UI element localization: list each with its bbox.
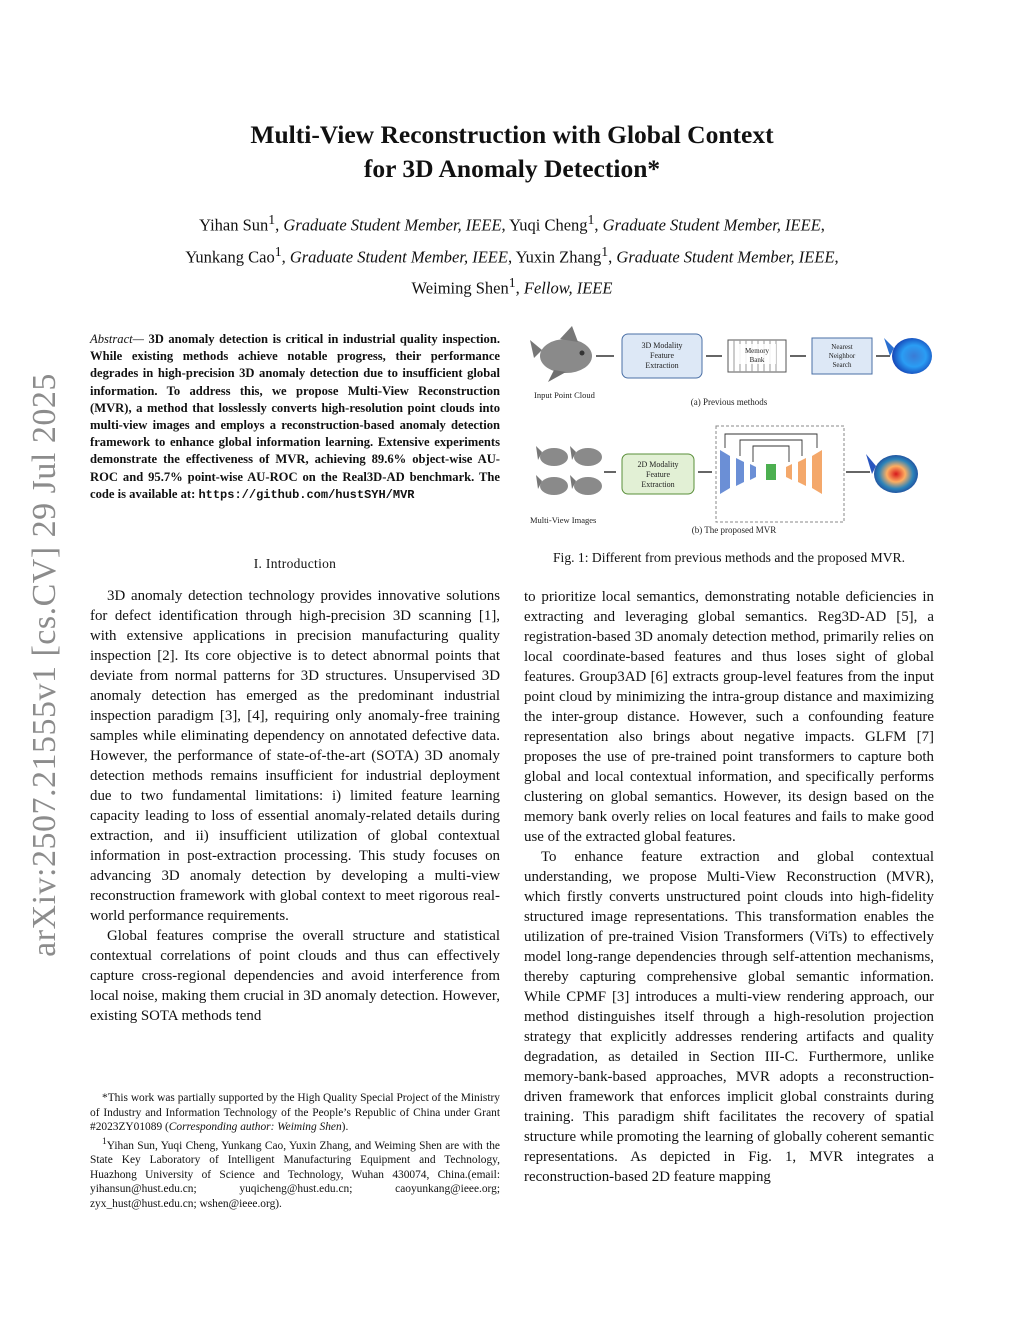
multi-view-label: Multi-View Images <box>530 515 597 525</box>
affiliation-mark: 1 <box>268 212 276 227</box>
section-heading: I. Introduction <box>253 556 337 571</box>
author-name: Yuqi Cheng <box>509 215 588 235</box>
box-3d-line-3: Extraction <box>645 361 679 370</box>
abstract-dash: — <box>132 332 144 346</box>
box-3d-line-2: Feature <box>650 351 674 360</box>
abstract-label: Abstract <box>90 332 133 346</box>
footnote-mark: 1 <box>102 1136 107 1147</box>
right-paragraph-1: to prioritize local semantics, demonstrating notable deficiencies in extracting and leveraging global semantics. Reg3D-AD [5], a registration-based 3D anomaly detection method, primarily relies on local coordinate-based features and thus loses sight of global features. Group3AD [6] extracts group-level features from the input point cloud by minimizing the intra-group distance and maximizing the inter-group distance. However, such a confounding feature representation also brings about negative impacts. GLFM [7] proposes the use of pre-trained point transformers to capture both global and local contextual information, and specifically performs clustering on global semantics. However, its design based on the memory bank overly relies on local features and fails to make good use of the extracted global features. <box>524 589 934 845</box>
figure-1-diagram <box>524 320 934 540</box>
nearest-line-1: Nearest <box>831 343 853 351</box>
author-role: Graduate Student Member, IEEE <box>602 215 821 235</box>
funding-footnote: *This work was partially supported by the High Quality Special Project of the Ministry of Industry and Information Technology of the People’s Republic of China under Grant #2023ZY01089 (Corresponding author: Weiming Shen). <box>90 1092 500 1134</box>
box-3d-line-1: 3D Modality <box>641 341 683 350</box>
box-2d-line-3: Extraction <box>641 480 675 489</box>
abstract <box>90 331 500 504</box>
arxiv-identifier <box>22 373 68 957</box>
subcaption-b: (b) The proposed MVR <box>691 525 777 535</box>
nearest-line-2: Neighbor <box>828 352 856 360</box>
author-name: Yuxin Zhang <box>515 247 602 266</box>
author-role: Graduate Student Member, IEEE <box>616 247 835 266</box>
anomaly-map-a <box>884 338 932 374</box>
anomaly-map-b <box>866 454 918 493</box>
reconstruction-network <box>716 426 844 522</box>
author-name: Yihan Sun <box>199 215 269 235</box>
footnotes <box>90 1091 500 1212</box>
author-line-2: Yunkang Cao$^1$, Graduate Student Member, IEEE, Yuxin Zhang$^1$, Graduate Student Member, IEEE, <box>185 243 839 266</box>
paper-title <box>100 118 924 186</box>
right-paragraph-2: To enhance feature extraction and global contextual understanding, we propose Multi-View Reconstruction (MVR), which firstly converts unstructured point clouds into high-fidelity structured image representations. This transformation enables the utilization of pre-trained Vision Transformers (ViTs) to effectively model long-range dependencies through self-attention mechanisms, thereby capturing comprehensive global semantic information. While CPMF [3] introduces a multi-view rendering approach, our method distinguishes itself through a high-resolution projection strategy that explicitly addresses rendering artifacts and quality degradation, as detailed in Section III-C. Furthermore, unlike memory-bank-based approaches, MVR adopts a reconstruction-driven framework that enforces implicit global constraints during training. This paradigm shift facilitates the recovery of spatial structure while promoting the learning of globally coherent semantic representations. As depicted in Fig. 1, MVR integrates a reconstruction-based 2D feature mapping <box>524 849 934 1185</box>
intro-paragraph-2: Global features comprise the overall structure and statistical contextual correlations of point clouds and thus can effectively capture cross-regional dependencies and avoid interference from local noise, making them crucial in 3D anomaly detection. However, existing SOTA methods tend <box>90 928 500 1024</box>
figure-caption: Fig. 1: Different from previous methods and the proposed MVR. <box>552 550 905 565</box>
figure-1 <box>524 320 934 540</box>
author-role: Graduate Student Member, IEEE <box>283 215 502 235</box>
affiliation-mark: 1 <box>601 243 609 259</box>
box-2d-line-2: Feature <box>646 470 670 479</box>
intro-paragraph-1: 3D anomaly detection technology provides innovative solutions for defect identification through high-precision 3D scanning [1], with extensive applications in precision manufacturing quality inspection [2]. Its core objective is to detect abnormal points that deviate from normal patterns for 3D structures. Unsupervised 3D anomaly detection has emerged as the predominant industrial inspection paradigm [3], [4], requiring only anomaly-free training samples while eliminating dependency on annotated defective data. However, the performance of state-of-the-art (SOTA) 3D anomaly detection methods remains insufficient for industrial deployment due to two fundamental limitations: i) limited feature learning capacity leading to loss of essential anomaly-related details during extraction, and ii) insufficient utilization of global contextual information in post-extraction processing. This study focuses on advancing 3D anomaly detection by developing a multi-view reconstruction framework with global context to meet rigorous real-world performance requirements. <box>90 588 500 924</box>
multi-view-images <box>536 446 602 495</box>
box-2d-line-1: 2D Modality <box>637 460 679 469</box>
memory-bank-line-2: Bank <box>749 356 765 364</box>
affiliation-mark: 1 <box>508 275 516 290</box>
author-name: Weiming Shen <box>411 278 509 298</box>
title-line-2: for 3D Anomaly Detection* <box>363 154 661 183</box>
author-list <box>90 207 934 302</box>
affiliation-footnote: $^1$Yihan Sun, Yuqi Cheng, Yunkang Cao, Yuxin Zhang, and Weiming Shen are with the State Key Laboratory of Intelligent Manufacturing Equipment and Technology, Huazhong University of Science and Technology, Wuhan 430074, China.(email: yihansun@hust.edu.cn; yuqicheng@hust.edu.cn; caoyunkang@ieee.org; zyx_hust@hust.edu.cn; wshen@ieee.org). <box>90 1136 500 1210</box>
code-url-link[interactable]: https://github.com/hustSYH/MVR <box>198 487 415 502</box>
author-role: Fellow, IEEE <box>523 278 613 298</box>
left-column <box>90 586 500 1026</box>
affiliation-mark: 1 <box>587 212 595 227</box>
affiliation-mark: 1 <box>274 243 282 259</box>
input-label: Input Point Cloud <box>534 390 595 400</box>
right-column <box>524 587 934 1187</box>
nearest-line-3: Search <box>832 361 852 369</box>
author-line-3: Weiming Shen$^1$, Fellow, IEEE <box>411 275 613 298</box>
memory-bank-line-1: Memory <box>744 347 770 355</box>
title-line-1: Multi-View Reconstruction with Global Context <box>250 120 774 149</box>
author-role: Graduate Student Member, IEEE <box>289 247 508 266</box>
abstract-text: 3D anomaly detection is critical in industrial quality inspection. While existing methods achieve notable progress, their performance degrades in high-precision 3D anomaly detection due to insufficient global information. To address this, we propose Multi-View Reconstruction (MVR), a method that losslessly converts high-resolution point clouds into multi-view images and employs a reconstruction-based anomaly detection framework to enhance global information learning. Extensive experiments demonstrate the effectiveness of MVR, achieving 89.6% object-wise AU-ROC and 95.7% point-wise AU-ROC on the Real3D-AD benchmark. The code is available at: <box>90 332 500 501</box>
author-name: Yunkang Cao <box>185 247 275 266</box>
author-line-1: Yihan Sun$^1$, Graduate Student Member, IEEE, Yuqi Cheng$^1$, Graduate Student Member, IEEE, <box>199 212 825 235</box>
input-point-cloud-shape <box>530 326 592 382</box>
arxiv-identifier-text: arXiv:2507.21555v1 [cs.CV] 29 Jul 2025 <box>26 373 63 957</box>
subcaption-a: (a) Previous methods <box>690 397 768 407</box>
